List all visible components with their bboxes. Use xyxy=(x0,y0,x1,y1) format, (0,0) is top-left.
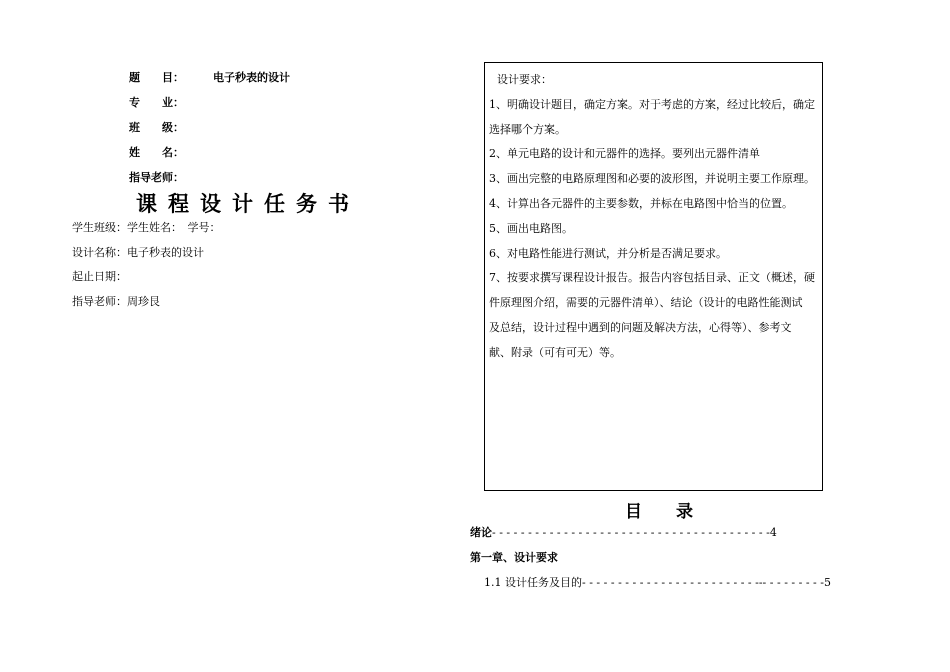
class-label: 班 级： xyxy=(129,121,184,134)
requirement-line: 2、单元电路的设计和元器件的选择。要列出元器件清单 xyxy=(489,147,760,160)
requirement-line: 及总结，设计过程中遇到的问题及解决方法，心得等）、参考文 xyxy=(489,321,792,334)
requirement-line: 1、明确设计题目，确定方案。对于考虑的方案，经过比较后，确定 xyxy=(489,98,815,111)
toc-entry-leader: - - - - - - - - - - - - - - - - - - - - - - - - --- - - - - - - - - xyxy=(582,576,824,589)
requirement-line: 5、画出电路图。 xyxy=(489,222,573,235)
task-book-heading: 课程设计任务书 xyxy=(136,192,360,216)
title-label: 题 目： xyxy=(129,71,184,84)
requirement-line: 件原理图介绍，需要的元器件清单）、结论（设计的电路性能测试 xyxy=(489,296,803,309)
requirements-box xyxy=(484,62,823,491)
toc-entry-page: 5 xyxy=(823,576,831,589)
toc-entry-page: 4 xyxy=(769,526,777,539)
major-label: 专 业： xyxy=(129,96,184,109)
student-info-line: 学生班级：学生姓名： 学号： xyxy=(72,221,221,234)
requirements-heading: 设计要求： xyxy=(497,73,552,86)
requirement-line: 6、对电路性能进行测试，并分析是否满足要求。 xyxy=(489,247,727,260)
advisor-label: 指导老师： xyxy=(129,171,184,184)
toc-entry-label: 1.1 设计任务及目的 xyxy=(484,576,582,589)
dates-line: 起止日期： xyxy=(72,270,127,283)
requirement-line: 7、按要求撰写课程设计报告。报告内容包括目录、正文（概述，硬 xyxy=(489,271,815,284)
requirement-line: 3、画出完整的电路原理图和必要的波形图，并说明主要工作原理。 xyxy=(489,172,815,185)
title-value: 电子秒表的设计 xyxy=(213,71,290,84)
design-name-line: 设计名称：电子秒表的设计 xyxy=(72,246,204,259)
toc-chapter-heading[interactable]: 第一章、设计要求 xyxy=(470,551,558,564)
toc-entry-label: 绪论 xyxy=(470,526,492,539)
toc-entry-leader: - - - - - - - - - - - - - - - - - - - - - - - - - - - - - - - - - - - - - - - xyxy=(492,526,770,539)
requirement-line: 4、计算出各元器件的主要参数，并标在电路图中恰当的位置。 xyxy=(489,197,793,210)
toc-entry[interactable] xyxy=(484,574,831,590)
name-label: 姓 名： xyxy=(129,146,184,159)
requirement-line: 献、附录（可有可无）等。 xyxy=(489,346,621,359)
requirement-line: 选择哪个方案。 xyxy=(489,123,566,136)
toc-heading: 目 录 xyxy=(625,502,693,522)
advisor-line: 指导老师：周珍艮 xyxy=(72,295,160,308)
toc-entry[interactable] xyxy=(470,524,777,540)
